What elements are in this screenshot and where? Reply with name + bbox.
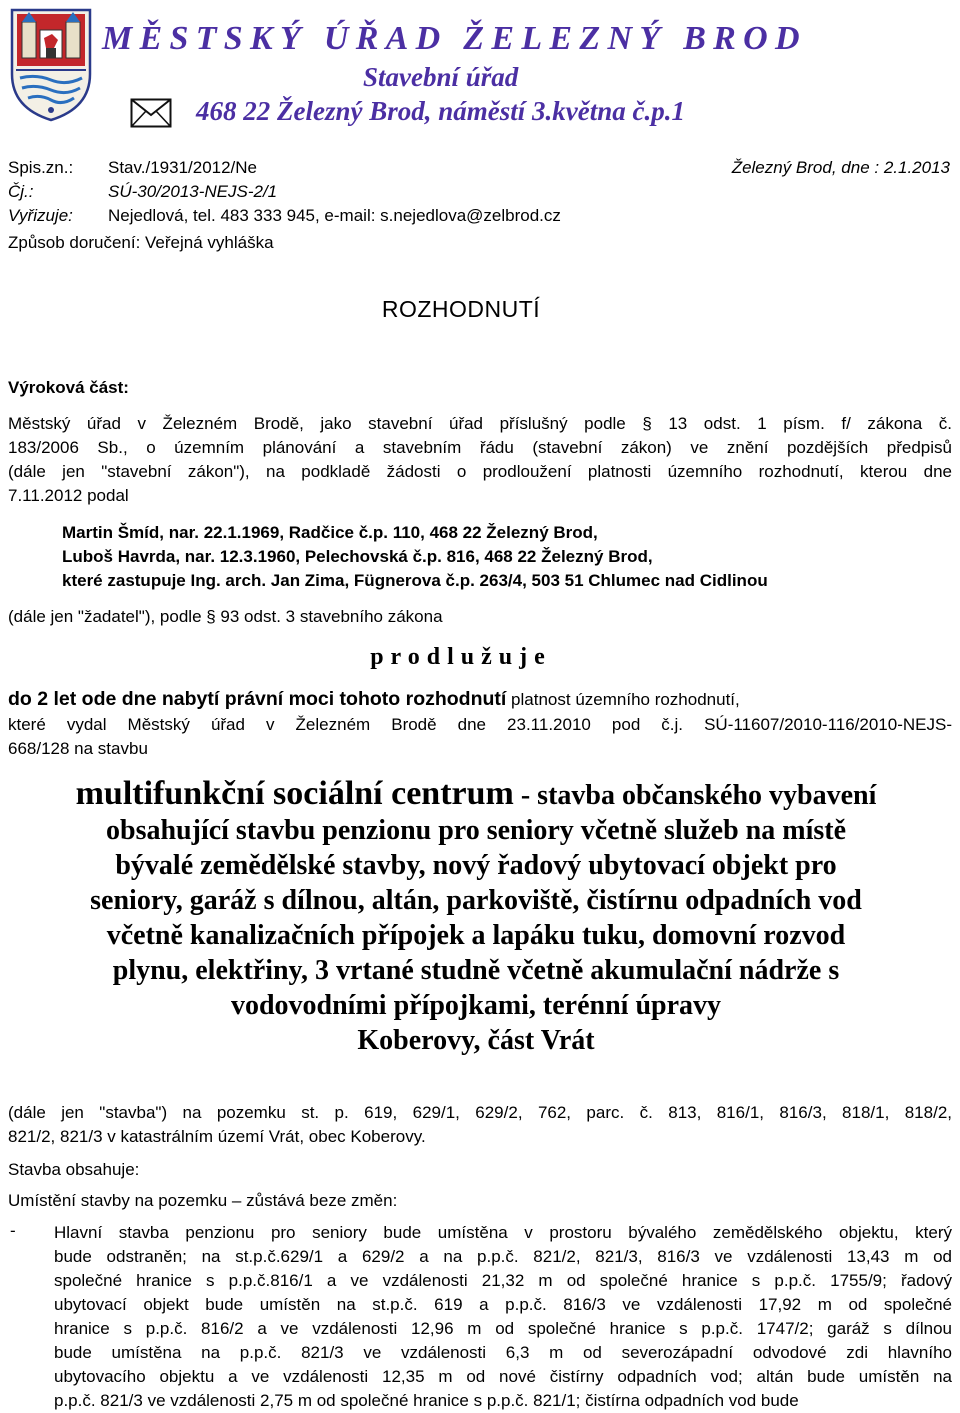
- intro-line: (dále jen "stavební zákon"), na podkladě žádosti o prodloužení platnosti územního rozhodnutí, kterou dne: [8, 462, 952, 481]
- contents-heading: Stavba obsahuje:: [8, 1160, 140, 1179]
- project-line: Koberovy, část Vrát: [357, 1025, 595, 1056]
- project-line: [0, 776, 952, 813]
- office-address: 468 22 Železný Brod, náměstí 3.května č.p.1: [196, 96, 685, 126]
- envelope-icon: [130, 98, 172, 128]
- extension-duration: [8, 687, 952, 712]
- project-line: plynu, elektřiny, 3 vrtané studně včetně akumulační nádrže s: [112, 955, 840, 986]
- prior-decision: [8, 713, 952, 761]
- parcel-line: 821/2, 821/3 v katastrálním území Vrát, obec Koberovy.: [8, 1127, 426, 1146]
- file-number-value: Stav./1931/2012/Ne: [108, 158, 258, 177]
- applicant-representative: které zastupuje Ing. arch. Jan Zima, Fügnerova č.p. 263/4, 503 51 Chlumec nad Cidlinou: [62, 571, 768, 590]
- prior-decision-line: které vydal Městský úřad v Železném Brodě dne 23.11.2010 pod č.j. SÚ-11607/2010-116/2010-NEJS-: [8, 715, 952, 734]
- applicant-2: Luboš Havrda, nar. 12.3.1960, Pelechovská č.p. 816, 468 22 Železný Brod,: [62, 547, 653, 566]
- applicant-note: (dále jen "žadatel"), podle § 93 odst. 3 stavebního zákona: [8, 607, 443, 626]
- placement-details: [54, 1221, 952, 1413]
- duration-bold: do 2 let ode dne nabytí právní moci tohoto rozhodnutí: [8, 688, 507, 710]
- project-line: seniory, garáž s dílnou, altán, parkoviště, čistírnu odpadních vod: [90, 885, 862, 916]
- prior-decision-line: 668/128 na stavbu: [8, 739, 148, 758]
- handled-by-label: Vyřizuje:: [8, 206, 73, 225]
- project-line: včetně kanalizačních přípojek a lapáku tuku, domovní rozvod: [106, 920, 846, 951]
- intro-line: Městský úřad v Železném Brodě, jako stavební úřad příslušný podle § 13 odst. 1 písm. f/ zákona č.: [8, 414, 952, 433]
- project-main-name: multifunkční sociální centrum: [75, 775, 514, 812]
- placement-line: společné hranice s p.p.č.816/1 a ve vzdálenosti 21,32 m od společné hranice s p.p.č. 1755/9; řadový: [54, 1271, 952, 1290]
- project-description: [0, 776, 952, 1058]
- placement-line: hranice s p.p.č. 816/2 a ve vzdálenosti 12,96 m od společné hranice s p.p.č. 1747/2; garáž s dílnou: [54, 1319, 952, 1338]
- parcel-list: [8, 1101, 952, 1149]
- intro-line: 183/2006 Sb., o územním plánování a stavebním řádu (stavební zákon) ve znění pozdějších předpisů: [8, 438, 952, 457]
- delivery-method: Způsob doručení: Veřejná vyhláška: [8, 233, 274, 252]
- intro-line: 7.11.2012 podal: [8, 486, 129, 505]
- placement-line: bude umístěna na p.p.č. 821/3 ve vzdálenosti 6,3 m od severozápadní odvodové zdi hlavního: [54, 1343, 952, 1362]
- project-line: obsahující stavbu penzionu pro seniory včetně služeb na místě: [106, 815, 846, 846]
- placement-line: ubytovacího objektu a ve vzdálenosti 12,35 m od nové čistírny odpadních vod; altán bude umístěn na: [54, 1367, 952, 1386]
- project-line: vodovodními přípojkami, terénní úpravy: [230, 990, 722, 1021]
- decision-title: ROZHODNUTÍ: [381, 296, 541, 322]
- verdict-word: prodlužuje: [370, 644, 552, 670]
- operative-part-title: Výroková část:: [8, 378, 129, 397]
- placement-line: Hlavní stavba penzionu pro seniory bude umístěna v prostoru bývalého zemědělského objektu, který: [54, 1223, 952, 1242]
- city-coat-of-arms-icon: [8, 4, 94, 122]
- applicant-1: Martin Šmíd, nar. 22.1.1969, Radčice č.p. 110, 468 22 Železný Brod,: [62, 523, 598, 542]
- parcel-line: (dále jen "stavba") na pozemku st. p. 619, 629/1, 629/2, 762, parc. č. 813, 816/1, 816/3, 818/1, 818/2,: [8, 1103, 952, 1122]
- placement-line: bude odstraněn; na st.p.č.629/1 a 629/2 a na p.p.č. 821/2, 821/3, 816/3 ve vzdálenosti 13,43 m od: [54, 1247, 952, 1266]
- project-line: bývalé zemědělské stavby, nový řadový ubytovací objekt pro: [115, 850, 837, 881]
- document-date: Železný Brod, dne : 2.1.2013: [731, 158, 950, 177]
- bullet-marker: -: [10, 1221, 16, 1240]
- placement-line: ubytovací objekt bude umístěn na st.p.č. 619 a p.p.č. 816/3 ve vzdálenosti 17,92 m od společné: [54, 1295, 952, 1314]
- office-name: MĚSTSKÝ ÚŘAD ŽELEZNÝ BROD: [102, 20, 807, 57]
- file-number-label: Spis.zn.:: [8, 158, 74, 177]
- reference-number-value: SÚ-30/2013-NEJS-2/1: [108, 182, 278, 201]
- reference-number-label: Čj.:: [8, 182, 34, 201]
- project-first-rest: - stavba občanského vybavení: [513, 780, 877, 811]
- placement-heading: Umístění stavby na pozemku – zůstává beze změn:: [8, 1191, 398, 1210]
- department-name: Stavební úřad: [363, 62, 519, 92]
- duration-rest: platnost územního rozhodnutí,: [506, 690, 740, 709]
- decision-intro: [8, 412, 952, 508]
- placement-line: p.p.č. 821/3 ve vzdálenosti 2,75 m od společné hranice s p.p.č. 821/1; čistírna odpadních vod bude: [54, 1391, 799, 1410]
- handled-by-value: Nejedlová, tel. 483 333 945, e-mail: s.nejedlova@zelbrod.cz: [108, 206, 561, 225]
